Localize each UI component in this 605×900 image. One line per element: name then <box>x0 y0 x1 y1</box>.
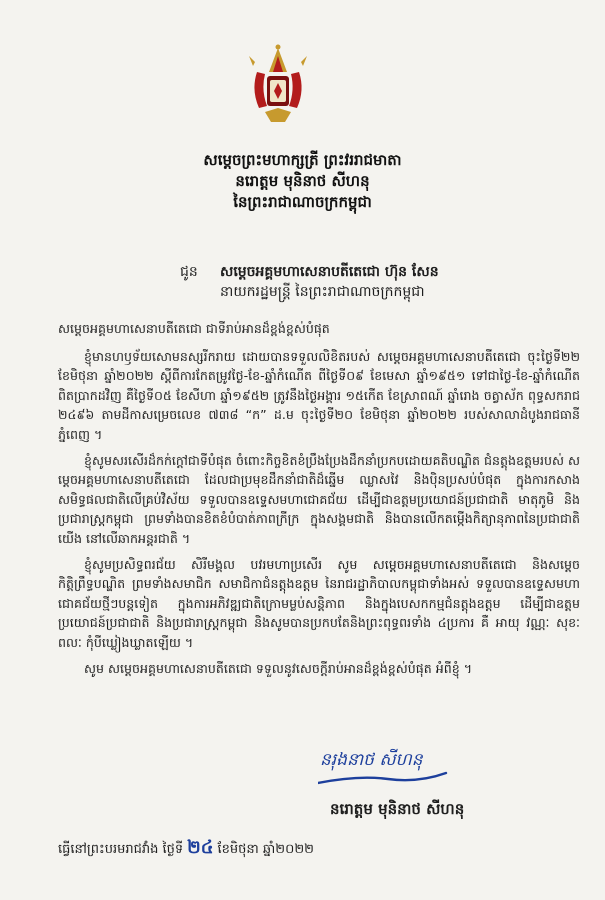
signatory-name: នរោត្តម មុនិនាថ សីហនុ <box>330 800 465 818</box>
recipient-name: សម្តេចអគ្គមហាសេនាបតីតេជោ ហ៊ុន សែន <box>220 264 439 280</box>
handwritten-signature <box>318 735 448 793</box>
letter-body <box>58 319 580 684</box>
date-day: ២៤ <box>187 837 214 858</box>
sender-kingdom: នៃព្រះរាជាណាចក្រកម្ពុជា <box>233 193 372 211</box>
salutation: សម្តេចអគ្គមហាសេនាបតីតេជោ ជាទីរាប់អានដ៏ខ្ពង់ខ្ពស់បំផុត <box>58 321 330 336</box>
date-line <box>58 835 314 862</box>
sender-header <box>0 150 605 213</box>
date-prefix: ធ្វើនៅព្រះបរមរាជវាំង ថ្ងៃទី <box>58 842 184 857</box>
body-paragraph-4: សូម សម្តេចអគ្គមហាសេនាបតីតេជោ ទទួលនូវសេចក្តីរាប់អានដ៏ខ្ពង់ខ្ពស់បំផុត អំពីខ្ញុំ ។ <box>84 660 473 676</box>
recipient-block <box>180 262 580 302</box>
body-paragraph-3: ខ្ញុំសូមប្រសិទ្ធពរជ័យ សិរីមង្គល បវរមហាប្រសើរ សូម សម្តេចអគ្គមហាសេនាបតីតេជោ និងសម្តេចកិត្តិព្រឹទ្ធបណ្ឌិត ព្រមទាំងសមាជិក សមាជិកាជំនត្តុងឧត្តម នៃរាជរដ្ឋាភិបាលកម្ពុជាទាំងអស់ ទទួលបានឧទ្ទេសមហាជោគជ័យថ្មីៗបន្តទៀត ក្នុងការអភិវឌ្ឍជាតិក្រោមម្លប់សន្តិភាព និងក្នុងបេសកកម្មជំនត្តុងឧត្តម ដើម្បីជាឧត្តមប្រយោជន៍ប្រជាជាតិ និងប្រជារាស្ត្រកម្ពុជា និងសូមបានប្រកបតែនិងព្រះពុទ្ធពរទាំង ៤ប្រការ គឺ អាយុ វណ្ណៈ សុខៈ ពលៈ កុំបីឃ្លៀងឃ្លាតឡើយ ។ <box>58 556 580 650</box>
body-paragraph-1: ខ្ញុំមានហឫទ័យសោមនស្សរីករាយ ដោយបានទទួលលិខិតរបស់ សម្តេចអគ្គមហាសេនាបតីតេជោ ចុះថ្ងៃទី២២ ខែមិថុនា ឆ្នាំ២០២២ ស្តីពីការកែតម្រូវថ្ងៃ-ខែ-ឆ្នាំកំណើត ពីថ្ងៃទី០៩ ខែមេសា ឆ្នាំ១៩៥១ ទៅជាថ្ងៃ-ខែ-ឆ្នាំកំណើតពិតប្រាកដវិញ គឺថ្ងៃទី០៥ ខែសីហា ឆ្នាំ១៩៥២ ត្រូវនឹងថ្ងៃអង្គារ ១៥កើត ខែស្រាពណ៍ ឆ្នាំរោង ចត្វាស័ក ពុទ្ធសករាជ ២៤៩៦ តាមដីកាសម្រេចលេខ ៧៣៨ “ក” ដ.ម ចុះថ្ងៃទី២០ ខែមិថុនា ឆ្នាំ២០២២ របស់សាលាដំបូងរាជធានីភ្នំពេញ ។ <box>58 348 580 442</box>
sender-name: នរោត្តម មុនិនាថ សីហនុ <box>235 172 370 190</box>
body-paragraph-2: ខ្ញុំសូមសរសើរដ៏កក់ក្តៅជាទីបំផុត ចំពោះកិច្ចខិតខំប្រឹងប្រែងដឹកនាំប្រកបដោយគតិបណ្ឌិត ជំនត្តុងឧត្តមរបស់ សម្តេចអគ្គមហាសេនាបតីតេជោ ដែលជាប្រមុខដឹកនាំជាតិដ៏ឆ្នើម ឈ្លាសវៃ និងប៉ិនប្រសប់បំផុត ក្នុងការកសាងសមិទ្ធផលជាតិលើគ្រប់វិស័យ ទទួលបានឧទ្ទេសមហាជោគជ័យ ដើម្បីជាឧត្តមប្រយោជន៍ប្រជាជាតិ មាតុភូមិ និងប្រជារាស្ត្រកម្ពុជា ព្រមទាំងបានខិតខំបំបាត់ភាពក្រីក្រ ក្នុងសង្គមជាតិ និងបានលើកតម្កើងកិត្យានុភាពនៃប្រជាជាតិយើង នៅលើឆាកអន្តរជាតិ ។ <box>58 452 580 546</box>
to-label: ជូន <box>180 264 198 280</box>
signature-scrawl: នរុងនាថ សីហនុ <box>320 750 423 770</box>
royal-coat-of-arms-icon <box>245 42 311 124</box>
date-suffix: ខែមិថុនា ឆ្នាំ២០២២ <box>217 842 314 857</box>
recipient-title: នាយករដ្ឋមន្ត្រី នៃព្រះរាជាណាចក្រកម្ពុជា <box>220 284 425 300</box>
sender-title: សម្តេចព្រះមហាក្សត្រី ព្រះវររាជមាតា <box>203 151 402 169</box>
